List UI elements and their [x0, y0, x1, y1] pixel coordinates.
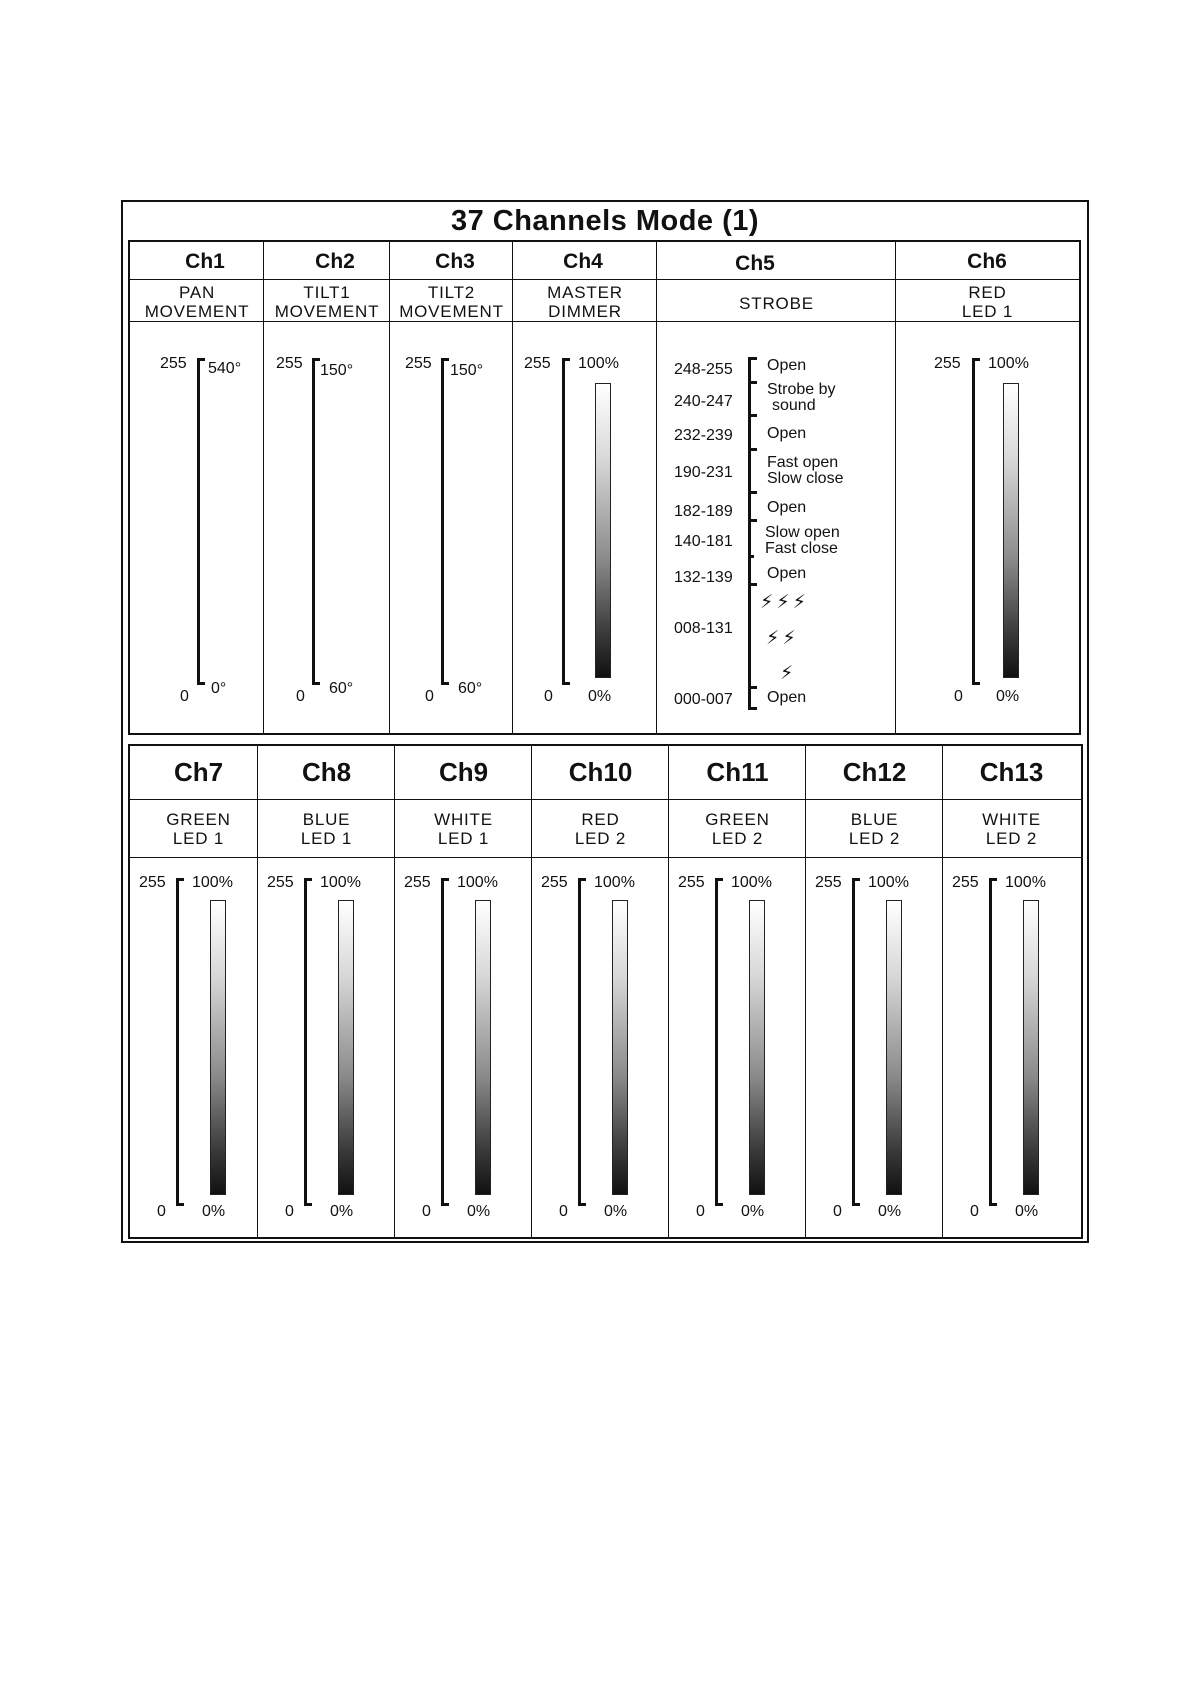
scale-max-label: 100%	[594, 874, 635, 891]
strobe-label: Slow open Fast close	[765, 524, 840, 557]
bottom-function-divider	[130, 857, 1081, 858]
strobe-range: 248-255	[674, 361, 733, 378]
scale-max-value: 255	[160, 355, 187, 372]
strobe-label: Fast open Slow close	[767, 454, 844, 487]
strobe-range: 190-231	[674, 464, 733, 481]
scale-min-value: 0	[157, 1203, 166, 1220]
channel-function: RED LED 1	[961, 283, 1014, 321]
intensity-gradient-bar	[1003, 383, 1019, 678]
scale-min-value: 0	[296, 688, 305, 705]
strobe-range: 008-131	[674, 620, 733, 637]
channel-function: GREEN LED 1	[166, 810, 231, 848]
strobe-range: 182-189	[674, 503, 733, 520]
bracket-tick	[748, 414, 757, 417]
scale-max-label: 540°	[208, 360, 242, 377]
intensity-gradient-bar	[210, 900, 226, 1195]
channel-function: BLUE LED 1	[300, 810, 353, 848]
channel-function: WHITE LED 1	[434, 810, 493, 848]
strobe-range: 000-007	[674, 691, 733, 708]
top-function-divider	[130, 321, 1079, 322]
channel-function: TILT1 MOVEMENT	[274, 283, 380, 321]
bracket-tick	[748, 583, 757, 586]
scale-min-value: 0	[180, 688, 189, 705]
scale-min-value: 0	[425, 688, 434, 705]
intensity-gradient-bar	[338, 900, 354, 1195]
bracket-tick	[748, 519, 757, 522]
scale-max-value: 255	[276, 355, 303, 372]
scale-min-label: 0%	[330, 1203, 354, 1220]
scale-min-label: 0%	[996, 688, 1020, 705]
scale-max-value: 255	[678, 874, 705, 891]
scale-max-value: 255	[541, 874, 568, 891]
channel-number: Ch3	[435, 250, 475, 273]
scale-max-value: 255	[267, 874, 294, 891]
channel-number: Ch6	[967, 250, 1007, 273]
scale-max-label: 100%	[988, 355, 1029, 372]
bracket-tick	[748, 707, 757, 710]
intensity-gradient-bar	[749, 900, 765, 1195]
scale-max-value: 255	[934, 355, 961, 372]
scale-min-label: 0%	[467, 1203, 491, 1220]
scale-min-value: 0	[954, 688, 963, 705]
channel-function: GREEN LED 2	[705, 810, 770, 848]
channel-function: MASTER DIMMER	[547, 283, 623, 321]
channel-number: Ch11	[706, 757, 769, 787]
scale-min-label: 0%	[588, 688, 612, 705]
scale-min-value: 0	[696, 1203, 705, 1220]
scale-min-label: 0%	[1015, 1203, 1039, 1220]
channel-function: PAN MOVEMENT	[144, 283, 250, 321]
scale-min-value: 0	[970, 1203, 979, 1220]
intensity-gradient-bar	[886, 900, 902, 1195]
bracket-tick	[748, 381, 757, 384]
scale-max-label: 100%	[1005, 874, 1046, 891]
scale-min-value: 0	[285, 1203, 294, 1220]
channel-number: Ch2	[315, 250, 355, 273]
scale-max-value: 255	[404, 874, 431, 891]
channel-function: STROBE	[739, 294, 814, 313]
scale-min-value: 0	[422, 1203, 431, 1220]
channel-function: WHITE LED 2	[982, 810, 1041, 848]
top-header-divider	[130, 279, 1079, 280]
strobe-bracket	[748, 357, 751, 709]
strobe-label: Open	[767, 425, 807, 442]
bottom-header-divider	[130, 799, 1081, 800]
scale-min-label: 0°	[211, 680, 227, 697]
scale-max-label: 100%	[320, 874, 361, 891]
intensity-gradient-bar	[612, 900, 628, 1195]
scale-max-value: 255	[405, 355, 432, 372]
scale-max-label: 150°	[450, 362, 484, 379]
scale-min-value: 0	[559, 1203, 568, 1220]
scale-min-label: 0%	[741, 1203, 765, 1220]
scale-max-label: 150°	[320, 362, 354, 379]
scale-max-label: 100%	[192, 874, 233, 891]
channel-function: RED LED 2	[574, 810, 627, 848]
strobe-label: Open	[767, 357, 807, 374]
scale-min-label: 60°	[458, 680, 483, 697]
page-title: 37 Channels Mode (1)	[450, 205, 760, 237]
scale-max-label: 100%	[868, 874, 909, 891]
scale-min-label: 0%	[878, 1203, 902, 1220]
channel-number: Ch13	[979, 757, 1044, 787]
fast-strobe-icon: ⚡⚡⚡	[760, 592, 810, 613]
bracket-tick	[748, 448, 757, 451]
bracket-tick	[748, 357, 757, 360]
channel-number: Ch5	[735, 252, 775, 275]
strobe-label: Open	[767, 689, 807, 706]
scale-min-label: 60°	[329, 680, 354, 697]
strobe-range: 132-139	[674, 569, 733, 586]
intensity-gradient-bar	[475, 900, 491, 1195]
medium-strobe-icon: ⚡⚡	[766, 628, 799, 649]
bracket-tick	[748, 555, 754, 558]
scale-min-value: 0	[833, 1203, 842, 1220]
scale-max-value: 255	[139, 874, 166, 891]
slow-strobe-icon: ⚡	[780, 663, 797, 684]
channel-number: Ch10	[568, 757, 633, 787]
channel-number: Ch8	[301, 757, 352, 787]
scale-max-value: 255	[952, 874, 979, 891]
channel-number: Ch4	[563, 250, 603, 273]
bracket-tick	[748, 686, 757, 689]
intensity-gradient-bar	[595, 383, 611, 678]
channel-number: Ch9	[438, 757, 489, 787]
scale-max-label: 100%	[578, 355, 619, 372]
channel-number: Ch12	[842, 757, 907, 787]
scale-min-value: 0	[544, 688, 553, 705]
strobe-range: 232-239	[674, 427, 733, 444]
strobe-label: Strobe by sound	[767, 381, 836, 414]
intensity-gradient-bar	[1023, 900, 1039, 1195]
channel-function: BLUE LED 2	[848, 810, 901, 848]
channel-number: Ch1	[185, 250, 225, 273]
strobe-label: Open	[767, 499, 807, 516]
scale-min-label: 0%	[604, 1203, 628, 1220]
bracket-tick	[748, 491, 757, 494]
scale-max-value: 255	[524, 355, 551, 372]
channel-function: TILT2 MOVEMENT	[399, 283, 504, 321]
scale-max-value: 255	[815, 874, 842, 891]
channel-number: Ch7	[173, 757, 224, 787]
scale-min-label: 0%	[202, 1203, 226, 1220]
strobe-label: Open	[767, 565, 807, 582]
scale-max-label: 100%	[731, 874, 772, 891]
strobe-range: 240-247	[674, 393, 733, 410]
strobe-range: 140-181	[674, 533, 733, 550]
scale-max-label: 100%	[457, 874, 498, 891]
